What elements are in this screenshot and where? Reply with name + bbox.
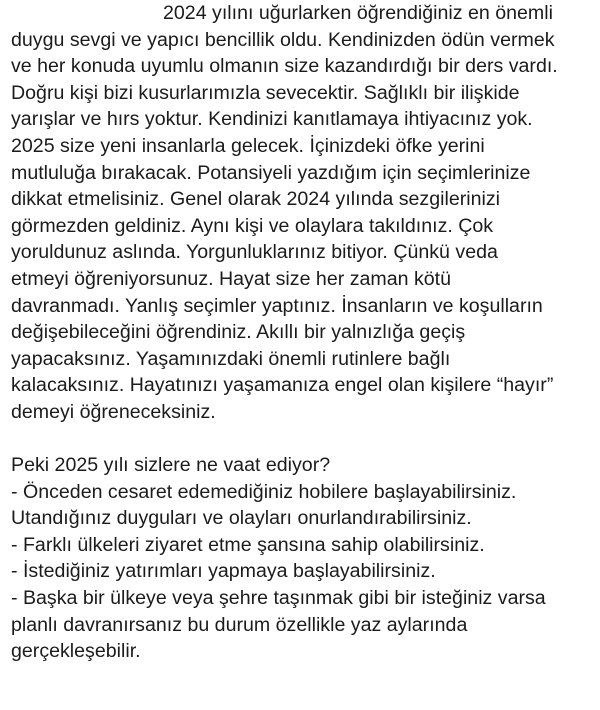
- text-line: planlı davranırsanız bu durum özellikle yaz aylarında: [11, 613, 468, 636]
- text-line: yoruldunuz aslında. Yorgunluklarınız bitiyor. Çünkü veda: [11, 241, 498, 264]
- list-item: - Farklı ülkeleri ziyaret etme şansına sahip olabilirsiniz.: [11, 533, 485, 556]
- list-item: - Başka bir ülkeye veya şehre taşınmak gibi bir isteğiniz varsa: [11, 587, 546, 610]
- text-line: 2024 yılını uğurlarken öğrendiğiniz en önemli: [163, 2, 553, 24]
- list-item: - Önceden cesaret edemediğiniz hobilere başlayabilirsiniz.: [11, 480, 517, 503]
- text-line: Doğru kişi bizi kusurlarımızla sevecektir. Sağlıklı bir ilişkide: [11, 81, 520, 104]
- text-line: değişebileceğini öğrendiniz. Akıllı bir yalnızlığa geçiş: [11, 321, 466, 344]
- paragraph-2025-promises: [11, 452, 597, 665]
- text-line: davranmadı. Yanlış seçimler yaptınız. İnsanların ve koşulların: [11, 294, 543, 317]
- text-line: Utandığınız duyguları ve olayları onurlandırabilirsiniz.: [11, 507, 472, 530]
- text-line: gerçekleşebilir.: [11, 640, 141, 663]
- text-line: yapacaksınız. Yaşamınızdaki önemli rutinlere bağlı: [11, 347, 451, 370]
- text-line: görmezden geldiniz. Aynı kişi ve olaylara takıldınız. Çok: [11, 214, 494, 237]
- text-line: dikkat etmelisiniz. Genel olarak 2024 yılında sezgilerinizi: [11, 188, 500, 211]
- list-item: - İstediğiniz yatırımları yapmaya başlayabilirsiniz.: [11, 560, 436, 583]
- text-line: kalacaksınız. Hayatınızı yaşamanıza engel olan kişilere “hayır”: [11, 374, 554, 397]
- paragraph-spacer: [11, 426, 597, 453]
- text-line: mutluluğa bırakacak. Potansiyeli yazdığım için seçimlerinize: [11, 161, 531, 184]
- text-line: Peki 2025 yılı sizlere ne vaat ediyor?: [11, 454, 331, 477]
- text-line: etmeyi öğreniyorsunuz. Hayat size her zaman kötü: [11, 267, 451, 290]
- document-body: [11, 0, 597, 665]
- text-line: yarışlar ve hırs yoktur. Kendinizi kanıtlamaya ihtiyacınız yok.: [11, 108, 533, 131]
- text-line: ve her konuda uyumlu olmanın size kazandırdığı bir ders vardı.: [11, 55, 558, 78]
- paragraph-horoscope-2024: [11, 0, 597, 426]
- text-line: duygu sevgi ve yapıcı bencillik oldu. Kendinizden ödün vermek: [11, 28, 555, 51]
- text-line: 2025 size yeni insanlarla gelecek. İçinizdeki öfke yerini: [11, 134, 485, 157]
- text-line: demeyi öğreneceksiniz.: [11, 400, 216, 423]
